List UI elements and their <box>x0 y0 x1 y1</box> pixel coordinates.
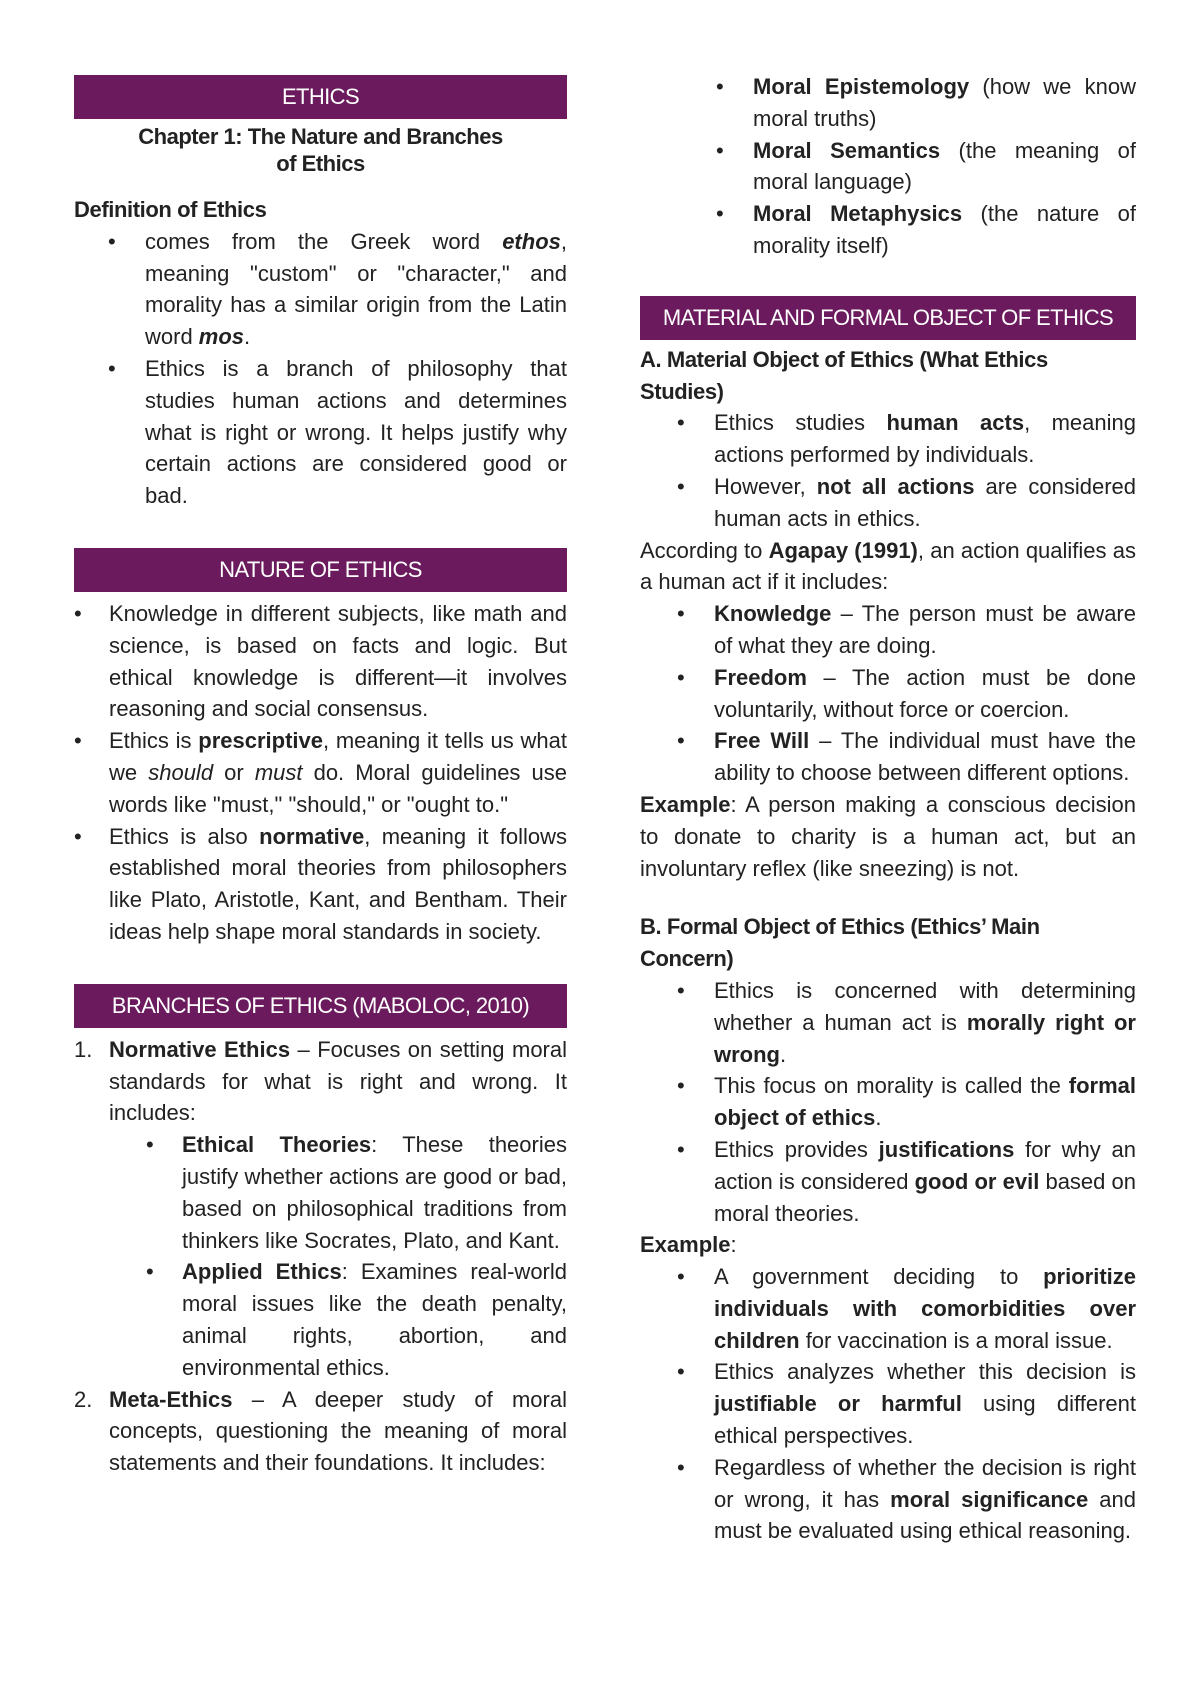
list-item <box>640 725 1136 789</box>
text: , meaning actions performed by individuals. <box>714 410 1136 468</box>
text: or <box>213 759 255 785</box>
right-column <box>640 0 1136 1547</box>
list-item <box>640 135 1136 199</box>
text: Ethics studies <box>714 410 887 436</box>
material-object-heading: A. Material Object of Ethics (What Ethics Studies) <box>640 346 1048 404</box>
text: do. Moral guidelines use words like "must," "should," or "ought to." <box>109 759 567 817</box>
text: Regardless of whether the decision is right or wrong, it has <box>714 1454 1136 1512</box>
bullet-marker: • <box>146 1132 154 1158</box>
list-item <box>640 1134 1136 1229</box>
bullet-marker: • <box>716 74 724 99</box>
text: This focus on morality is called the <box>714 1073 1069 1099</box>
example-heading <box>640 1229 1136 1261</box>
branches-banner: BRANCHES OF ETHICS (MABOLOC, 2010) <box>74 984 567 1028</box>
emphasis-term: justifiable or harmful <box>714 1391 962 1417</box>
material-list <box>640 407 1136 534</box>
text: and must be evaluated using ethical reasoning. <box>714 1486 1136 1544</box>
text: – A deeper study of moral concepts, questioning the meaning of moral statements and their foundations. It includes: <box>109 1386 567 1476</box>
text: , an action qualifies as a human act if it includes: <box>640 537 1136 595</box>
formal-list <box>640 975 1136 1229</box>
text: , meaning it follows established moral theories from philosophers like Plato, Aristotle, Kant, and Bentham. Their ideas help shape moral standards in society. <box>109 823 567 944</box>
list-item <box>74 1384 567 1479</box>
text: : <box>730 1232 737 1258</box>
chapter-title-line1: Chapter 1: The Nature and Branches <box>138 124 503 149</box>
text: However, <box>714 473 817 499</box>
bullet-marker: • <box>677 473 685 499</box>
formal-object-heading: B. Formal Object of Ethics (Ethics’ Main Concern) <box>640 914 1040 972</box>
emphasis-term: moral significance <box>890 1486 1089 1512</box>
text: (the nature of morality itself) <box>753 201 1136 258</box>
chapter-title <box>74 123 567 177</box>
italic-term: must <box>254 759 303 785</box>
emphasis-term: human acts <box>886 410 1025 436</box>
text: . <box>244 324 251 350</box>
left-column <box>74 0 567 1479</box>
text: Ethics analyzes whether this decision is <box>714 1359 1136 1385</box>
emphasis-term: Moral Epistemology <box>753 74 970 99</box>
branches-list <box>74 1034 567 1479</box>
list-item <box>640 198 1136 262</box>
emphasis-term: Agapay (1991) <box>768 537 918 563</box>
example-label: Example <box>640 791 731 817</box>
emphasis-term: prioritize individuals with comorbidities over children <box>714 1264 1136 1353</box>
emphasis-term: Freedom <box>714 664 807 690</box>
bullet-marker: • <box>677 728 685 754</box>
text: : A person making a conscious decision to donate to charity is a human act, but an involuntary reflex (like sneezing) is not. <box>640 791 1136 881</box>
text: : These theories justify whether actions are good or bad, based on philosophical traditions from thinkers like Socrates, Plato, and Kant. <box>182 1132 567 1253</box>
text: , meaning "custom" or "character," and morality has a similar origin from the Latin word <box>145 228 567 350</box>
text: . <box>780 1041 787 1067</box>
list-item <box>640 1070 1136 1134</box>
list-item <box>74 1129 567 1256</box>
bullet-marker: • <box>74 728 82 754</box>
paragraph <box>640 535 1136 599</box>
bullet-marker: • <box>677 1359 685 1385</box>
bullet-marker: • <box>677 664 685 690</box>
list-item <box>74 1034 567 1129</box>
text: based on moral theories. <box>714 1168 1136 1226</box>
number-marker: 2. <box>74 1386 93 1412</box>
emphasis-term: Ethical Theories <box>182 1132 372 1158</box>
bullet-marker: • <box>677 410 685 436</box>
list-item <box>74 1256 567 1383</box>
list-item <box>74 226 567 353</box>
bullet-marker: • <box>74 823 82 849</box>
emphasis-term: prescriptive <box>198 728 323 754</box>
example-paragraph <box>640 789 1136 884</box>
emphasis-term: Meta-Ethics <box>109 1386 233 1412</box>
list-item <box>640 975 1136 1070</box>
text: Ethics is concerned with determining whether a human act is <box>714 977 1136 1035</box>
human-act-criteria-list <box>640 598 1136 789</box>
emphasis-term: ethos <box>502 228 561 254</box>
emphasis-term: Normative Ethics <box>109 1036 291 1062</box>
bullet-marker: • <box>716 201 724 227</box>
bullet-marker: • <box>74 600 82 626</box>
list-item <box>74 598 567 725</box>
bullet-marker: • <box>677 1136 685 1162</box>
bullet-marker: • <box>108 228 116 254</box>
list-item <box>74 821 567 948</box>
definition-list <box>74 226 567 512</box>
ethics-banner: ETHICS <box>74 75 567 119</box>
text: using different ethical perspectives. <box>714 1391 1136 1449</box>
list-item <box>640 471 1136 535</box>
definition-heading: Definition of Ethics <box>74 197 267 222</box>
bullet-marker: • <box>677 1454 685 1480</box>
material-formal-banner: MATERIAL AND FORMAL OBJECT OF ETHICS <box>640 296 1136 340</box>
emphasis-term: morally right or wrong <box>714 1009 1136 1067</box>
example-label: Example <box>640 1232 731 1258</box>
nature-list <box>74 598 567 948</box>
italic-term: should <box>148 759 214 785</box>
emphasis-term: Knowledge <box>714 601 832 627</box>
text: , meaning it tells us what we <box>109 728 567 785</box>
bullet-marker: • <box>677 601 685 627</box>
emphasis-term: formal object of ethics <box>714 1073 1136 1131</box>
list-item <box>640 1452 1136 1547</box>
text: Ethics is also <box>109 823 260 849</box>
emphasis-term: justifications <box>878 1136 1015 1162</box>
text: (the meaning of moral language) <box>753 137 1137 195</box>
list-item <box>640 598 1136 662</box>
emphasis-term: not all actions <box>816 473 975 499</box>
bullet-marker: • <box>108 355 116 381</box>
list-item <box>640 662 1136 726</box>
text: – The action must be done voluntarily, without force or coercion. <box>714 664 1136 722</box>
text: A government deciding to <box>714 1264 1044 1290</box>
chapter-title-line2: of Ethics <box>276 151 365 176</box>
emphasis-term: normative <box>259 823 365 849</box>
text: – Focuses on setting moral standards for what is right and wrong. It includes: <box>109 1036 567 1126</box>
nature-banner: NATURE OF ETHICS <box>74 548 567 592</box>
text: Knowledge in different subjects, like math and science, is based on facts and logic. But ethical knowledge is different—it involves reasoning and social consensus. <box>109 600 567 722</box>
bullet-marker: • <box>146 1259 154 1285</box>
formal-example-list <box>640 1261 1136 1547</box>
emphasis-term: Free Will <box>714 728 810 754</box>
text: for vaccination is a moral issue. <box>799 1327 1113 1353</box>
list-item <box>74 725 567 820</box>
emphasis-term: good or evil <box>914 1168 1040 1194</box>
bullet-marker: • <box>677 1264 685 1290</box>
number-marker: 1. <box>74 1036 93 1062</box>
list-item <box>640 407 1136 471</box>
meta-ethics-list <box>640 71 1136 262</box>
emphasis-term: mos <box>198 324 245 350</box>
emphasis-term: Applied Ethics <box>182 1259 342 1285</box>
text: for why an action is considered <box>714 1136 1136 1194</box>
text: – The person must be aware of what they are doing. <box>714 601 1136 658</box>
text: Ethics provides <box>714 1136 879 1162</box>
list-item <box>74 353 567 512</box>
text: Ethics is <box>109 728 199 754</box>
emphasis-term: Moral Semantics <box>753 137 941 163</box>
bullet-marker: • <box>677 977 685 1003</box>
bullet-marker: • <box>677 1073 685 1099</box>
text: (how we know moral truths) <box>753 74 1136 131</box>
list-item <box>640 1261 1136 1356</box>
text: – The individual must have the ability to choose between different options. <box>714 728 1136 786</box>
list-item <box>640 1356 1136 1451</box>
text: Ethics is a branch of philosophy that studies human actions and determines what is right or wrong. It helps justify why certain actions are considered good or bad. <box>145 355 567 509</box>
text: According to <box>640 537 769 563</box>
emphasis-term: Moral Metaphysics <box>753 201 963 227</box>
list-item <box>640 71 1136 135</box>
text: are considered human acts in ethics. <box>714 473 1136 531</box>
text: . <box>875 1105 882 1131</box>
text: comes from the Greek word <box>145 228 503 254</box>
bullet-marker: • <box>716 137 724 163</box>
text: : Examines real-world moral issues like the death penalty, animal rights, abortion, and environmental ethics. <box>182 1259 568 1380</box>
